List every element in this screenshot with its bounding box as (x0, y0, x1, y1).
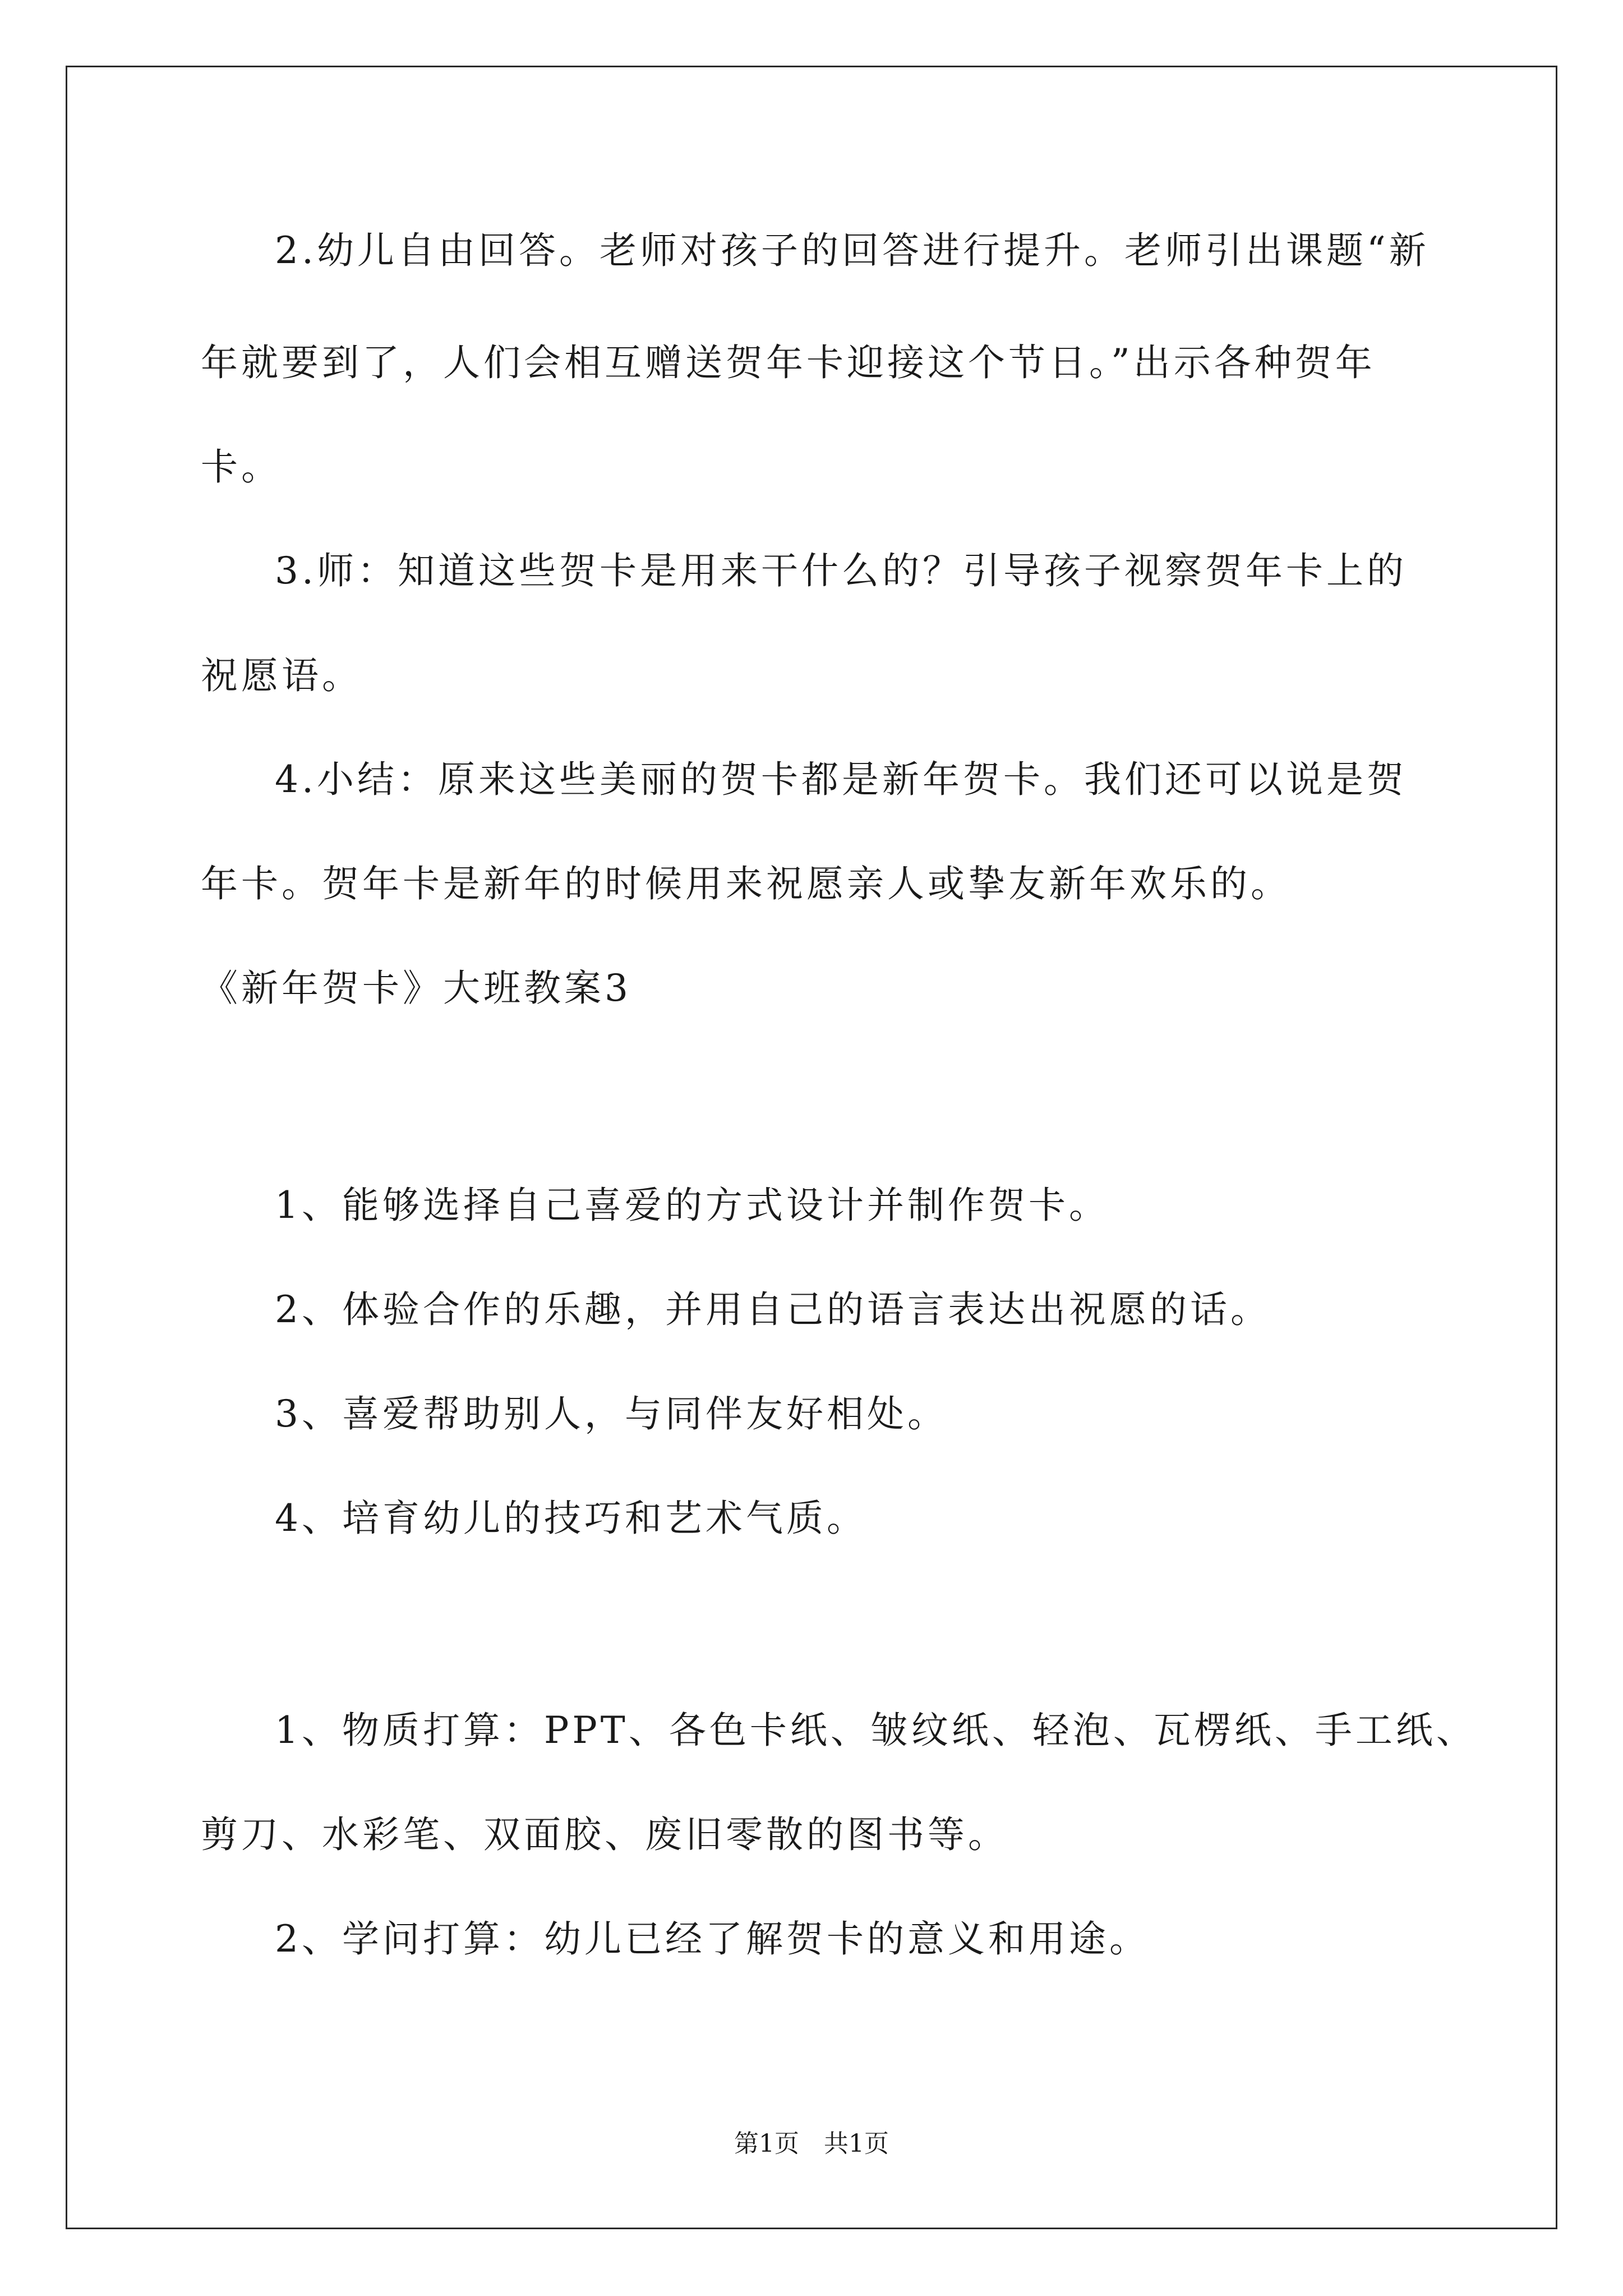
list-item: 4、培育幼儿的技巧和艺术气质。 (275, 1497, 867, 1540)
paragraph-line: 4.小结：原来这些美丽的贺卡都是新年贺卡。我们还可以说是贺 (275, 758, 1407, 801)
paragraph-line: 年就要到了，人们会相互赠送贺年卡迎接这个节日。”出示各种贺年 (201, 341, 1376, 384)
list-item: 2、体验合作的乐趣，并用自己的语言表达出祝愿的话。 (275, 1288, 1271, 1331)
list-item: 1、物质打算：PPT、各色卡纸、皱纹纸、轻泡、瓦楞纸、手工纸、 (275, 1709, 1477, 1752)
paragraph-line: 年卡。贺年卡是新年的时候用来祝愿亲人或挚友新年欢乐的。 (201, 862, 1291, 905)
list-item: 1、能够选择自己喜爱的方式设计并制作贺卡。 (275, 1184, 1109, 1227)
paragraph-line: 卡。 (201, 445, 282, 489)
paragraph-line: 剪刀、水彩笔、双面胶、废旧零散的图书等。 (201, 1813, 1008, 1856)
section-heading: 《新年贺卡》大班教案3 (201, 967, 631, 1010)
paragraph-line: 祝愿语。 (201, 654, 362, 697)
list-item: 3、喜爱帮助别人，与同伴友好相处。 (275, 1392, 948, 1435)
list-item: 2、学问打算：幼儿已经了解贺卡的意义和用途。 (275, 1917, 1150, 1961)
paragraph-line: 3.师：知道这些贺卡是用来干什么的？引导孩子视察贺年卡上的 (275, 549, 1407, 592)
paragraph-line: 2.幼儿自由回答。老师对孩子的回答进行提升。老师引出课题“新 (275, 229, 1430, 272)
page-number: 第1页 共1页 (734, 2129, 889, 2158)
page-border (66, 66, 1557, 2229)
